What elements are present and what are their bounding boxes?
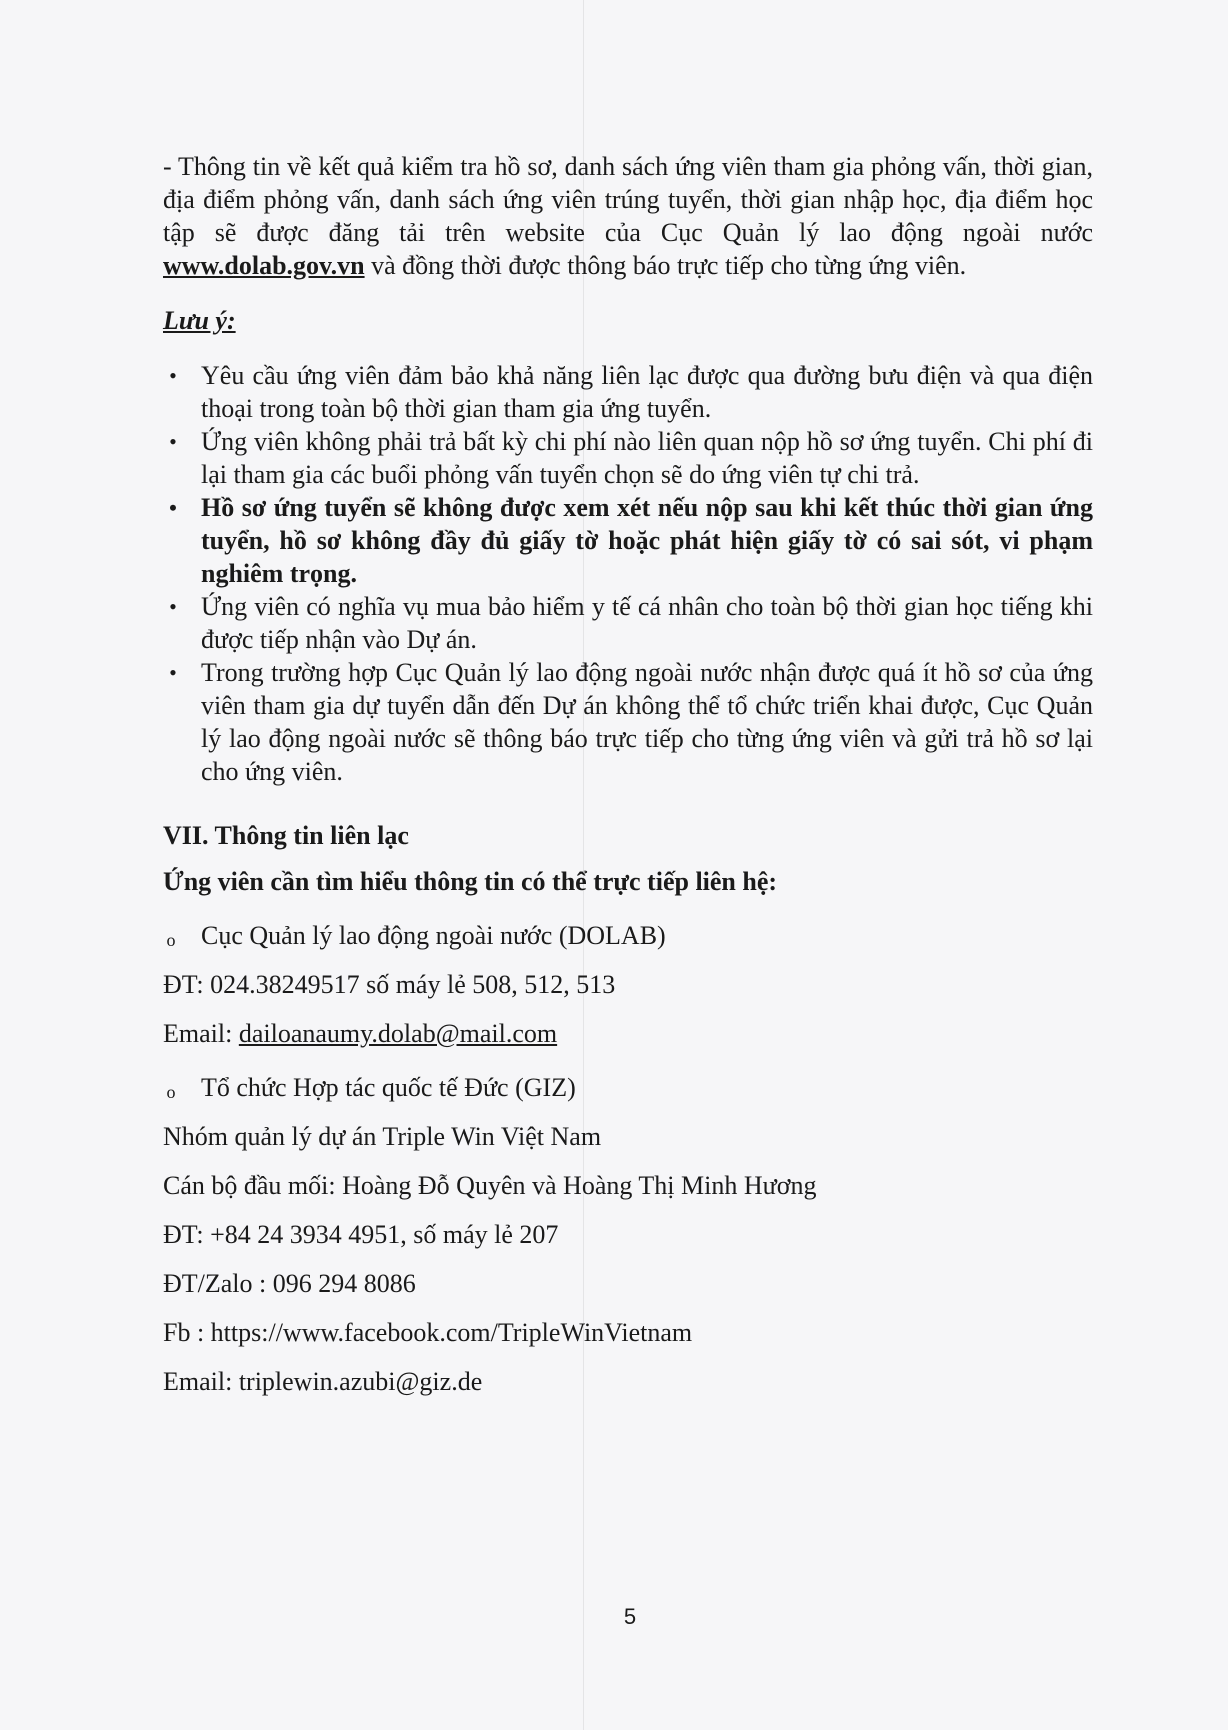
document-page (163, 150, 1093, 1402)
list-item (163, 359, 1093, 425)
bullet-icon: • (169, 363, 177, 388)
dolab-name: Cục Quản lý lao động ngoài nước (DOLAB) (201, 921, 666, 950)
dolab-website-link[interactable]: www.dolab.gov.vn (163, 251, 365, 280)
note-title: Lưu ý: (163, 306, 236, 335)
bullet-icon: • (169, 429, 177, 454)
circle-bullet-icon: o (166, 1082, 176, 1102)
list-item-text: Ứng viên có nghĩa vụ mua bảo hiểm y tế cá nhân cho toàn bộ thời gian học tiếng khi được tiếp nhận vào Dự án. (201, 592, 1093, 654)
list-item-text: Trong trường hợp Cục Quản lý lao động ngoài nước nhận được quá ít hồ sơ của ứng viên tham gia dự tuyển dẫn đến Dự án không thể tổ chức triển khai được, Cục Quản lý lao động ngoài nước sẽ thông báo trực tiếp cho từng ứng viên và gửi trả hồ sơ lại cho ứng viên. (201, 658, 1093, 786)
list-item (163, 590, 1093, 656)
bullet-icon: • (169, 495, 177, 520)
giz-zalo: ĐT/Zalo : 096 294 8086 (163, 1269, 416, 1298)
dolab-email-line (163, 1014, 1093, 1054)
dolab-heading (163, 916, 1093, 956)
dolab-email-label: Email: (163, 1019, 239, 1048)
giz-phone: ĐT: +84 24 3934 4951, số máy lẻ 207 (163, 1220, 559, 1249)
list-item (163, 491, 1093, 590)
page-number: 5 (623, 1604, 637, 1629)
giz-focal: Cán bộ đầu mối: Hoàng Đỗ Quyên và Hoàng Thị Minh Hương (163, 1171, 817, 1200)
giz-email: Email: triplewin.azubi@giz.de (163, 1367, 483, 1396)
section-title: VII. Thông tin liên lạc (163, 821, 409, 850)
note-list (163, 359, 1093, 788)
bullet-icon: • (169, 660, 177, 685)
list-item (163, 656, 1093, 788)
intro-text: - Thông tin về kết quả kiểm tra hồ sơ, danh sách ứng viên tham gia phỏng vấn, thời gian, địa điểm phỏng vấn, danh sách ứng viên trúng tuyển, thời gian nhập học, địa điểm học tập sẽ được đăng tải trên website của Cục Quản lý lao động ngoài nước (163, 152, 1093, 247)
intro-text-end: và đồng thời được thông báo trực tiếp cho từng ứng viên. (364, 251, 967, 280)
list-item-text: Ứng viên không phải trả bất kỳ chi phí nào liên quan nộp hồ sơ ứng tuyển. Chi phí đi lại tham gia các buổi phỏng vấn tuyển chọn sẽ do ứng viên tự chi trả. (201, 427, 1093, 489)
list-item-text: Yêu cầu ứng viên đảm bảo khả năng liên lạc được qua đường bưu điện và qua điện thoại trong toàn bộ thời gian tham gia ứng tuyển. (201, 361, 1093, 423)
contact-intro: Ứng viên cần tìm hiểu thông tin có thể trực tiếp liên hệ: (163, 867, 778, 896)
circle-bullet-icon: o (166, 930, 176, 950)
giz-heading (163, 1068, 1093, 1108)
dolab-email-link[interactable]: dailoanaumy.dolab@mail.com (238, 1019, 558, 1048)
bullet-icon: • (169, 594, 177, 619)
giz-team: Nhóm quản lý dự án Triple Win Việt Nam (163, 1122, 602, 1151)
intro-paragraph (163, 150, 1093, 282)
list-item (163, 425, 1093, 491)
giz-name: Tổ chức Hợp tác quốc tế Đức (GIZ) (201, 1073, 576, 1102)
list-item-text: Hồ sơ ứng tuyển sẽ không được xem xét nếu nộp sau khi kết thúc thời gian ứng tuyển, hồ sơ không đầy đủ giấy tờ hoặc phát hiện giấy tờ có sai sót, vi phạm nghiêm trọng. (201, 493, 1093, 588)
giz-facebook: Fb : https://www.facebook.com/TripleWinVietnam (163, 1318, 693, 1347)
dolab-phone: ĐT: 024.38249517 số máy lẻ 508, 512, 513 (163, 970, 616, 999)
